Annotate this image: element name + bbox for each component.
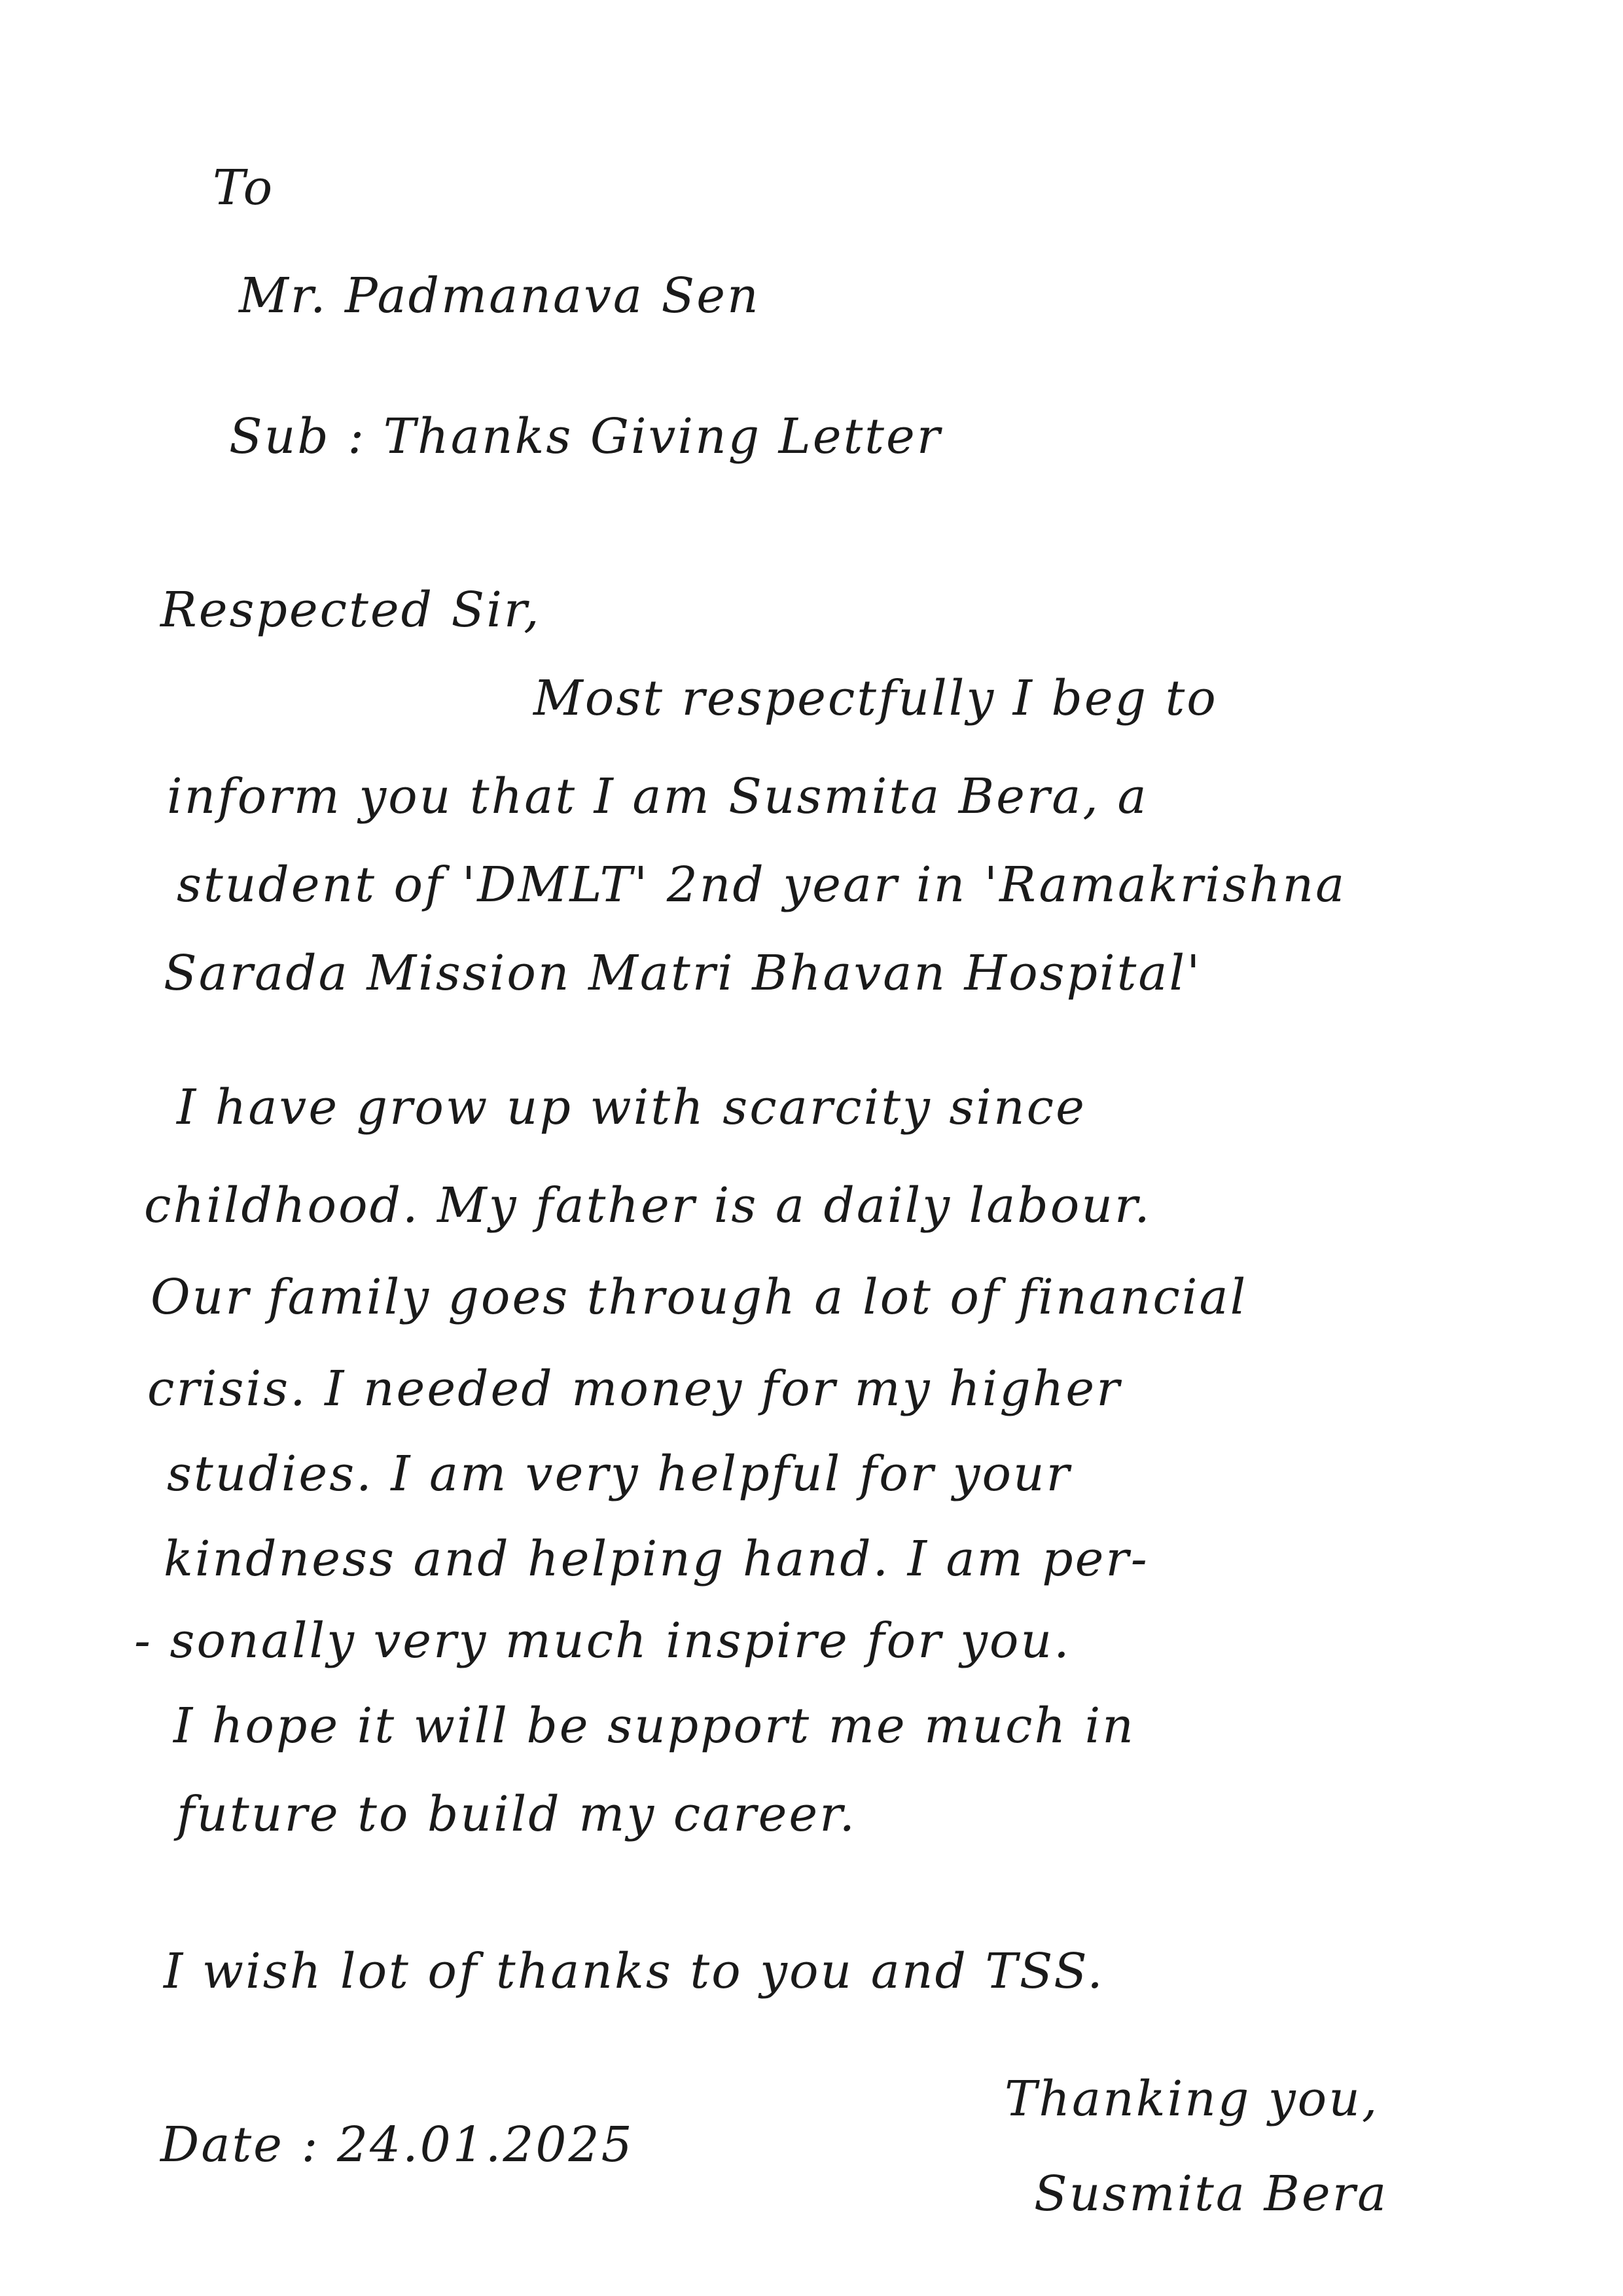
closing-line: I wish lot of thanks to you and TSS. xyxy=(164,1943,1105,2000)
paragraph-line: childhood. My father is a daily labour. xyxy=(144,1177,1152,1234)
paragraph-line: Our family goes through a lot of financial xyxy=(151,1269,1248,1325)
paragraph-line: crisis. I needed money for my higher xyxy=(147,1361,1122,1417)
letter-date: Date : 24.01.2025 xyxy=(160,2117,634,2173)
paragraph-line: Most respectfully I beg to xyxy=(533,670,1218,726)
paragraph-line: I hope it will be support me much in xyxy=(173,1698,1135,1754)
signature-name: Susmita Bera xyxy=(1034,2166,1389,2222)
paragraph-line: studies. I am very helpful for your xyxy=(167,1446,1072,1502)
paragraph-line: - sonally very much inspire for you. xyxy=(134,1613,1071,1669)
salutation: Respected Sir, xyxy=(160,582,541,638)
addressee-name: Mr. Padmanava Sen xyxy=(239,268,760,324)
paragraph-line: future to build my career. xyxy=(177,1786,857,1842)
paragraph-line: Sarada Mission Matri Bhavan Hospital' xyxy=(164,945,1202,1001)
subject-line: Sub : Thanks Giving Letter xyxy=(229,408,942,465)
paragraph-line: I have grow up with scarcity since xyxy=(177,1079,1086,1136)
sign-off: Thanking you, xyxy=(1005,2071,1380,2127)
paragraph-line: student of 'DMLT' 2nd year in 'Ramakrishna xyxy=(177,857,1347,913)
paragraph-line: inform you that I am Susmita Bera, a xyxy=(167,768,1149,825)
paragraph-line: kindness and helping hand. I am per- xyxy=(164,1531,1149,1587)
addressee-to: To xyxy=(213,160,275,216)
